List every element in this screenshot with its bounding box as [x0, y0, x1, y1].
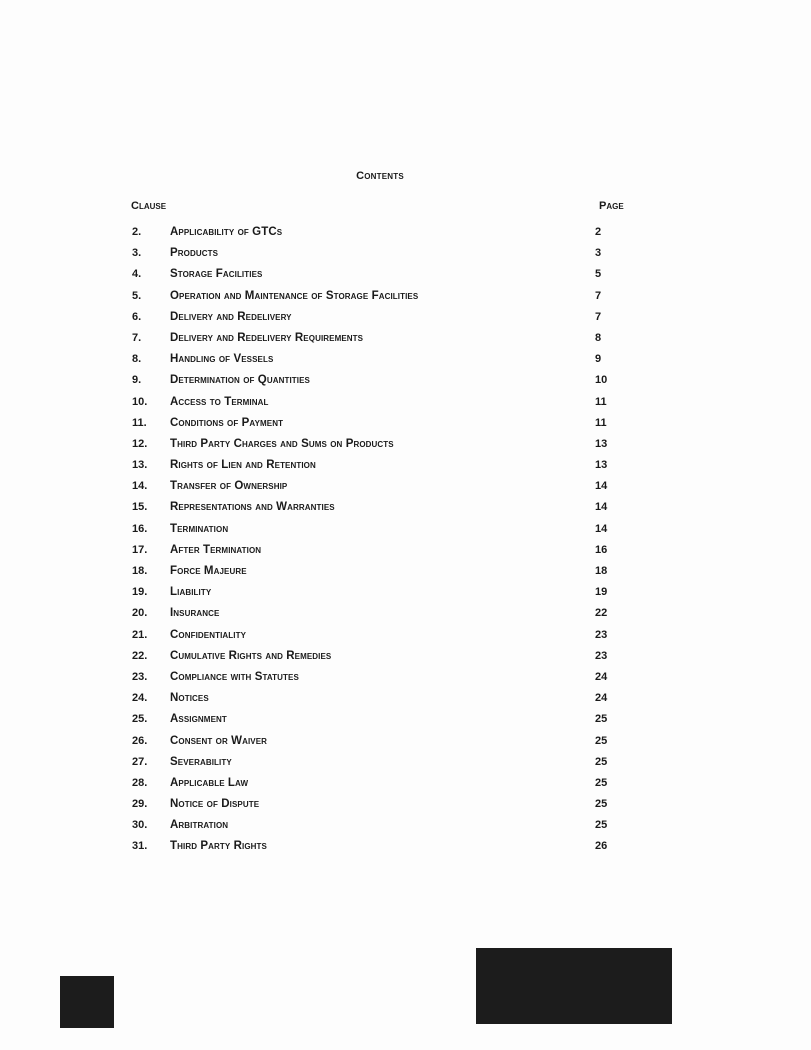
toc-entry	[131, 777, 631, 798]
clause-number: 26.	[132, 734, 148, 747]
clause-number: 14.	[132, 480, 148, 493]
page-column-header: Page	[599, 200, 624, 212]
clause-title: Conditions of Payment	[170, 416, 284, 429]
clause-title: Notices	[170, 692, 209, 705]
clause-title: Liability	[170, 586, 212, 599]
clause-title: Storage Facilities	[170, 268, 263, 281]
clause-title: Products	[170, 247, 219, 260]
clause-number: 2.	[132, 226, 142, 238]
toc-entry	[131, 819, 631, 840]
clause-number: 27.	[132, 755, 148, 768]
clause-number: 16.	[132, 522, 148, 535]
clause-title: Delivery and Redelivery Requirements	[170, 331, 364, 344]
toc-entry	[131, 840, 631, 861]
clause-title: Applicable Law	[170, 776, 249, 789]
clause-number: 25.	[132, 713, 148, 726]
page-number: 13	[595, 459, 608, 472]
toc-entry	[131, 247, 631, 268]
clause-title: Severability	[170, 755, 232, 768]
page-number: 25	[595, 734, 608, 747]
clause-number: 7.	[132, 331, 142, 344]
clause-title: Confidentiality	[170, 628, 247, 641]
clause-title: Delivery and Redelivery	[170, 310, 292, 323]
toc-entry	[131, 650, 631, 671]
page-number: 11	[595, 416, 607, 429]
redaction-block-left	[60, 976, 114, 1028]
toc-entry	[131, 417, 631, 438]
toc-entry	[131, 332, 631, 353]
page-title: Contents	[356, 170, 404, 182]
toc-entry	[131, 374, 631, 395]
clause-title: Compliance with Statutes	[170, 670, 299, 683]
clause-title: Notice of Dispute	[170, 798, 260, 811]
page-number: 7	[595, 289, 602, 302]
page-number: 23	[595, 649, 608, 662]
clause-number: 31.	[132, 840, 148, 853]
page-number: 9	[595, 353, 602, 366]
page-number: 22	[595, 607, 608, 620]
toc-entry	[131, 501, 631, 522]
clause-title: Access to Terminal	[170, 395, 269, 408]
page-number: 25	[595, 776, 608, 789]
clause-number: 10.	[132, 395, 148, 408]
clause-number: 21.	[132, 628, 148, 641]
clause-number: 24.	[132, 692, 148, 705]
page-number: 18	[595, 565, 608, 577]
clause-number: 8.	[132, 353, 142, 366]
toc-entry	[131, 713, 631, 734]
clause-number: 18.	[132, 565, 148, 577]
clause-title: Third Party Rights	[170, 840, 267, 853]
page-number: 25	[595, 755, 608, 768]
toc-entry	[131, 671, 631, 692]
clause-number: 29.	[132, 798, 148, 811]
clause-number: 22.	[132, 649, 148, 662]
toc-entry	[131, 396, 631, 417]
clause-number: 3.	[132, 247, 142, 260]
clause-title: Consent or Waiver	[170, 734, 268, 747]
page-number: 11	[595, 395, 607, 408]
clause-title: Force Majeure	[170, 565, 247, 577]
clause-title: Insurance	[170, 607, 220, 620]
page-number: 25	[595, 713, 608, 726]
page-number: 3	[595, 247, 602, 260]
page-number: 24	[595, 670, 608, 683]
page-number: 5	[595, 268, 602, 281]
page-number: 16	[595, 543, 608, 556]
toc-entry	[131, 311, 631, 332]
page-number: 14	[595, 480, 608, 493]
clause-number: 28.	[132, 776, 148, 789]
page-number: 24	[595, 692, 608, 705]
redaction-block-right	[476, 948, 672, 1024]
clause-number: 6.	[132, 310, 142, 323]
page-number: 7	[595, 310, 602, 323]
page-number: 13	[595, 437, 608, 450]
clause-title: Third Party Charges and Sums on Products	[170, 437, 394, 450]
clause-number: 30.	[132, 819, 148, 832]
clause-title: Cumulative Rights and Remedies	[170, 649, 332, 662]
toc-entry	[131, 735, 631, 756]
toc-entry	[131, 353, 631, 374]
page-number: 14	[595, 501, 608, 514]
toc-entry	[131, 290, 631, 311]
clause-title: Representations and Warranties	[170, 501, 335, 514]
clause-number: 4.	[132, 268, 142, 281]
page-number: 26	[595, 840, 608, 853]
clause-number: 20.	[132, 607, 148, 620]
page-number: 19	[595, 586, 608, 599]
clause-title: Arbitration	[170, 819, 229, 832]
toc-entry	[131, 586, 631, 607]
clause-title: Transfer of Ownership	[170, 480, 288, 493]
clause-number: 12.	[132, 437, 148, 450]
toc-entry	[131, 480, 631, 501]
toc-entry	[131, 268, 631, 289]
clause-title: Handling of Vessels	[170, 353, 274, 366]
clause-number: 15.	[132, 501, 148, 514]
page-number: 14	[595, 522, 608, 535]
clause-number: 17.	[132, 543, 148, 556]
clause-number: 5.	[132, 289, 142, 302]
clause-title: Determination of Quantities	[170, 374, 310, 387]
clause-title: Rights of Lien and Retention	[170, 459, 316, 472]
page-number: 25	[595, 819, 608, 832]
toc-entry	[131, 438, 631, 459]
clause-title: Termination	[170, 522, 229, 535]
toc-entry	[131, 226, 631, 247]
clause-title: Applicability of GTCs	[170, 226, 283, 238]
clause-title: After Termination	[170, 543, 262, 556]
clause-number: 11.	[132, 416, 147, 429]
clause-number: 19.	[132, 586, 148, 599]
clause-column-header: Clause	[131, 200, 167, 212]
clause-number: 13.	[132, 459, 148, 472]
toc-entry	[131, 607, 631, 628]
toc-entry	[131, 565, 631, 586]
table-of-contents	[131, 226, 631, 862]
toc-entry	[131, 544, 631, 565]
page-number: 2	[595, 226, 602, 238]
clause-title: Operation and Maintenance of Storage Facilities	[170, 289, 419, 302]
page-number: 23	[595, 628, 608, 641]
toc-entry	[131, 798, 631, 819]
clause-title: Assignment	[170, 713, 227, 726]
clause-number: 9.	[132, 374, 142, 387]
toc-entry	[131, 756, 631, 777]
toc-entry	[131, 523, 631, 544]
page-number: 10	[595, 374, 608, 387]
clause-number: 23.	[132, 670, 148, 683]
page-number: 25	[595, 798, 608, 811]
toc-entry	[131, 692, 631, 713]
toc-entry	[131, 629, 631, 650]
toc-entry	[131, 459, 631, 480]
page-number: 8	[595, 331, 602, 344]
